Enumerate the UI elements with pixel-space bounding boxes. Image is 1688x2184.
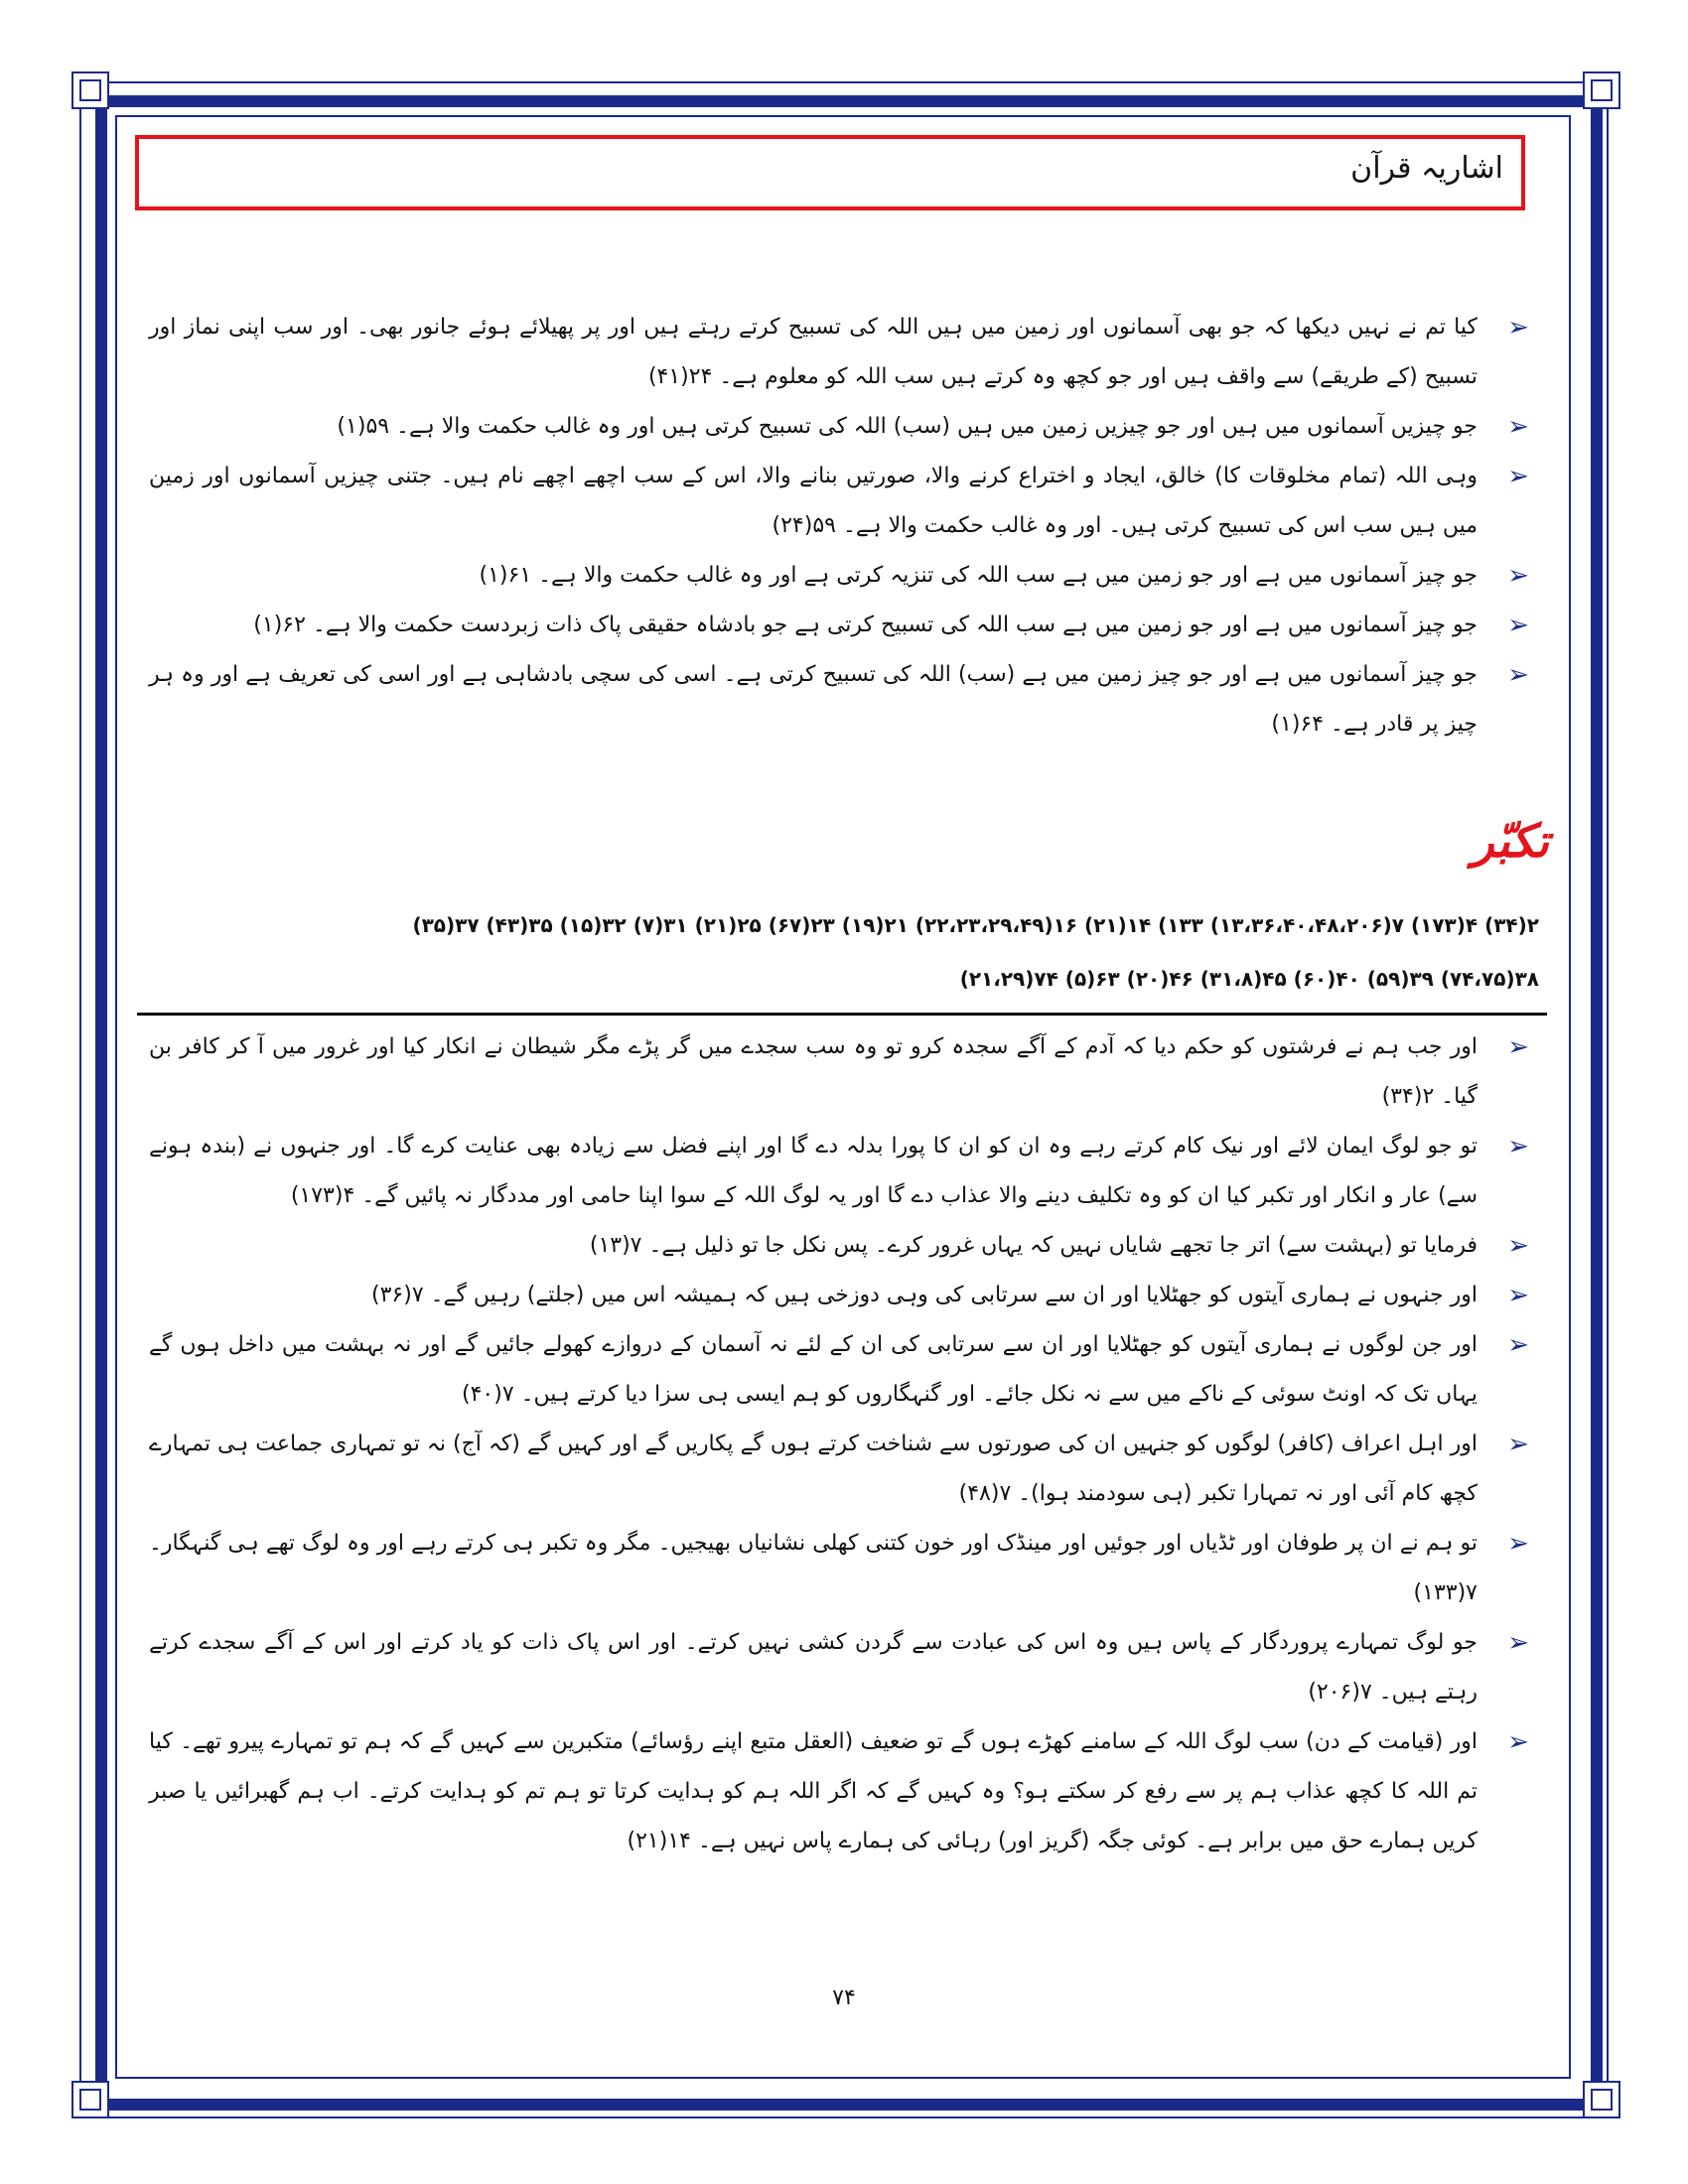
list-item: [149, 303, 1539, 402]
header-box: [135, 135, 1525, 210]
arrow-bullet-icon: ➢: [1507, 1628, 1529, 1658]
frame-corner-ornament: [1583, 71, 1620, 109]
list-item-text: جو چیز آسمانوں میں ہے اور جو چیز زمین میں ہے (سب) اللہ کی تسبیح کرتی ہے۔ اسی کی سچی بادشاہی ہے اور اسی کی تعریف ہے اور وہ ہر چیز پر قادر ہے۔ ۶۴(۱): [149, 662, 1477, 737]
list-item: [149, 551, 1539, 601]
list-item-text: اور اہل اعراف (کافر) لوگوں کو جنہیں ان کی صورتوں سے شناخت کرتے ہوں گے پکاریں گے اور کہیں گے (کہ آج) نہ تو تمہاری جماعت ہی تمہارے کچھ کام آئی اور نہ تمہارا تکبر (ہی سودمند ہوا)۔ ۷(۴۸): [149, 1432, 1477, 1506]
list-item: [149, 1420, 1539, 1519]
arrow-bullet-icon: ➢: [1507, 1529, 1529, 1559]
list-item-text: اور (قیامت کے دن) سب لوگ اللہ کے سامنے کھڑے ہوں گے تو ضعیف (العقل متبع اپنے رؤسائے) متکبرین سے کہیں گے کہ ہم تو تمہارے پیرو تھے۔ کیا تم اللہ کا کچھ عذاب ہم پر سے رفع کر سکتے ہو؟ وہ کہیں گے کہ اگر اللہ ہم کو ہدایت کرتا تو ہم تم کو ہدایت کرتے۔ اب ہم گھبرائیں یا صبر کریں ہمارے حق میں برابر ہے۔ کوئی جگہ (گریز اور) رہائی کی ہمارے پاس نہیں ہے۔ ۱۴(۲۱): [149, 1729, 1477, 1853]
frame-corner-ornament: [71, 71, 109, 109]
arrow-bullet-icon: ➢: [1507, 412, 1529, 442]
reference-list: [149, 898, 1539, 1006]
list-item-text: اور جنہوں نے ہماری آیتوں کو جھٹلایا اور ان سے سرتابی کی وہی دوزخی ہیں کہ ہمیشہ اس میں (جلتے) رہیں گے۔ ۷(۳۶): [371, 1283, 1477, 1307]
arrow-bullet-icon: ➢: [1507, 611, 1529, 640]
arrow-bullet-icon: ➢: [1507, 1132, 1529, 1161]
arrow-bullet-icon: ➢: [1507, 1281, 1529, 1310]
page-number: ۷۴: [832, 1985, 856, 2010]
list-item: [149, 1717, 1539, 1866]
list-item: [149, 1519, 1539, 1618]
list-item: [149, 1023, 1539, 1122]
list-item-text: اور جن لوگوں نے ہماری آیتوں کو جھٹلایا اور ان سے سرتابی کی ان کے لئے نہ آسمان کے دروازے کھولے جائیں گے اور نہ بہشت میں داخل ہوں گے یہاں تک کہ اونٹ سوئی کے ناکے میں سے نہ نکل جائے۔ اور گنہگاروں کو ہم ایسی ہی سزا دیا کرتے ہیں۔ ۷(۴۰): [149, 1332, 1477, 1407]
section-heading: تکبّر: [1472, 814, 1549, 868]
list-item: [149, 452, 1539, 551]
list-item-text: جو لوگ تمہارے پروردگار کے پاس ہیں وہ اس کی عبادت سے گردن کشی نہیں کرتے۔ اور اس پاک ذات کو یاد کرتے اور اس کے آگے سجدے کرتے رہتے ہیں۔ ۷(۲۰۶): [149, 1630, 1477, 1705]
list-item: [149, 1618, 1539, 1717]
list-item: [149, 402, 1539, 452]
arrow-bullet-icon: ➢: [1507, 1032, 1529, 1062]
list-item-text: اور جب ہم نے فرشتوں کو حکم دیا کہ آدم کے آگے سجدہ کرو تو وہ سب سجدے میں گر پڑے مگر شیطان نے انکار کیا اور غرور میں آ کر کافر بن گیا۔ ۲(۳۴): [149, 1034, 1477, 1109]
arrow-bullet-icon: ➢: [1507, 660, 1529, 690]
list-item: [149, 1221, 1539, 1271]
arrow-bullet-icon: ➢: [1507, 1430, 1529, 1459]
list-item-text: جو چیز آسمانوں میں ہے اور جو زمین میں ہے سب اللہ کی تسبیح کرتی ہے جو بادشاہ حقیقی پاک ذات زبردست حکمت والا ہے۔ ۶۲(۱): [253, 613, 1477, 637]
list-item-text: فرمایا تو (بہشت سے) اتر جا تجھے شایاں نہیں کہ یہاں غرور کرے۔ پس نکل جا تو ذلیل ہے۔ ۷(۱۳): [589, 1233, 1477, 1258]
arrow-bullet-icon: ➢: [1507, 561, 1529, 591]
list-item: [149, 1271, 1539, 1320]
list-item: [149, 601, 1539, 650]
arrow-bullet-icon: ➢: [1507, 1231, 1529, 1261]
list-item-text: کیا تم نے نہیں دیکھا کہ جو بھی آسمانوں اور زمین میں ہیں اللہ کی تسبیح کرتے رہتے ہیں اور پر پھیلائے ہوئے جانور بھی۔ اور سب اپنی نماز اور تسبیح (کے طریقے) سے واقف ہیں اور جو کچھ وہ کرتے ہیں سب اللہ کو معلوم ہے۔ ۲۴(۴۱): [149, 315, 1477, 389]
list-item-text: وہی اللہ (تمام مخلوقات کا) خالق، ایجاد و اختراع کرنے والا، صورتیں بنانے والا، اس کے سب اچھے اچھے نام ہیں۔ جتنی چیزیں آسمانوں اور زمین میں ہیں سب اس کی تسبیح کرتی ہیں۔ اور وہ غالب حکمت والا ہے۔ ۵۹(۲۴): [149, 464, 1477, 538]
list-item: [149, 1320, 1539, 1420]
section-1-list: [149, 303, 1539, 750]
reference-line: ۲(۳۴) ۴(۱۷۳) ۷(۱۳،۳۶،۴۰،۴۸،۲۰۶) ۱۳۳) ۱۴(۲۱) ۱۶(۲۲،۲۳،۲۹،۴۹) ۲۱(۱۹) ۲۳(۶۷) ۲۵(۲۱) ۳۱(۷) ۳۲(۱۵) ۳۵(۴۳) ۳۷(۳۵): [412, 913, 1539, 937]
list-item-text: تو جو لوگ ایمان لائے اور نیک کام کرتے رہے وہ ان کو ان کا پورا بدلہ دے گا اور اپنے فضل سے زیادہ بھی عنایت کرے گا۔ اور جنہوں نے (بندہ ہونے سے) عار و انکار اور تکبر کیا ان کو وہ تکلیف دینے والا عذاب دے گا اور یہ لوگ اللہ کے سوا اپنا حامی اور مددگار نہ پائیں گے۔ ۴(۱۷۳): [149, 1134, 1477, 1208]
arrow-bullet-icon: ➢: [1507, 1330, 1529, 1360]
section-2-list: [149, 1023, 1539, 1866]
list-item-text: جو چیزیں آسمانوں میں ہیں اور جو چیزیں زمین میں ہیں (سب) اللہ کی تسبیح کرتی ہیں اور وہ غالب حکمت والا ہے۔ ۵۹(۱): [337, 414, 1477, 439]
list-item-text: جو چیز آسمانوں میں ہے اور جو زمین میں ہے سب اللہ کی تنزیہ کرتی ہے اور وہ غالب حکمت والا ہے۔ ۶۱(۱): [479, 563, 1477, 588]
frame-corner-ornament: [1583, 2081, 1620, 2118]
frame-corner-ornament: [71, 2081, 109, 2118]
reference-line: ۳۸(۷۴،۷۵) ۳۹(۵۹) ۴۰(۶۰) ۴۵(۳۱،۸) ۴۶(۲۰) ۶۳(۵) ۷۴(۲۱،۲۹): [959, 967, 1539, 991]
page-title: اشاریہ قرآن: [1350, 151, 1503, 186]
list-item: [149, 650, 1539, 750]
arrow-bullet-icon: ➢: [1507, 313, 1529, 342]
section-divider: [137, 1013, 1547, 1016]
list-item-text: تو ہم نے ان پر طوفان اور ٹڈیاں اور جوئیں اور مینڈک اور خون کتنی کھلی نشانیاں بھیجیں۔ مگر وہ تکبر ہی کرتے رہے اور وہ لوگ تھے ہی گنہگار۔ ۷(۱۳۳): [149, 1531, 1477, 1605]
arrow-bullet-icon: ➢: [1507, 1727, 1529, 1757]
arrow-bullet-icon: ➢: [1507, 462, 1529, 491]
list-item: [149, 1122, 1539, 1221]
